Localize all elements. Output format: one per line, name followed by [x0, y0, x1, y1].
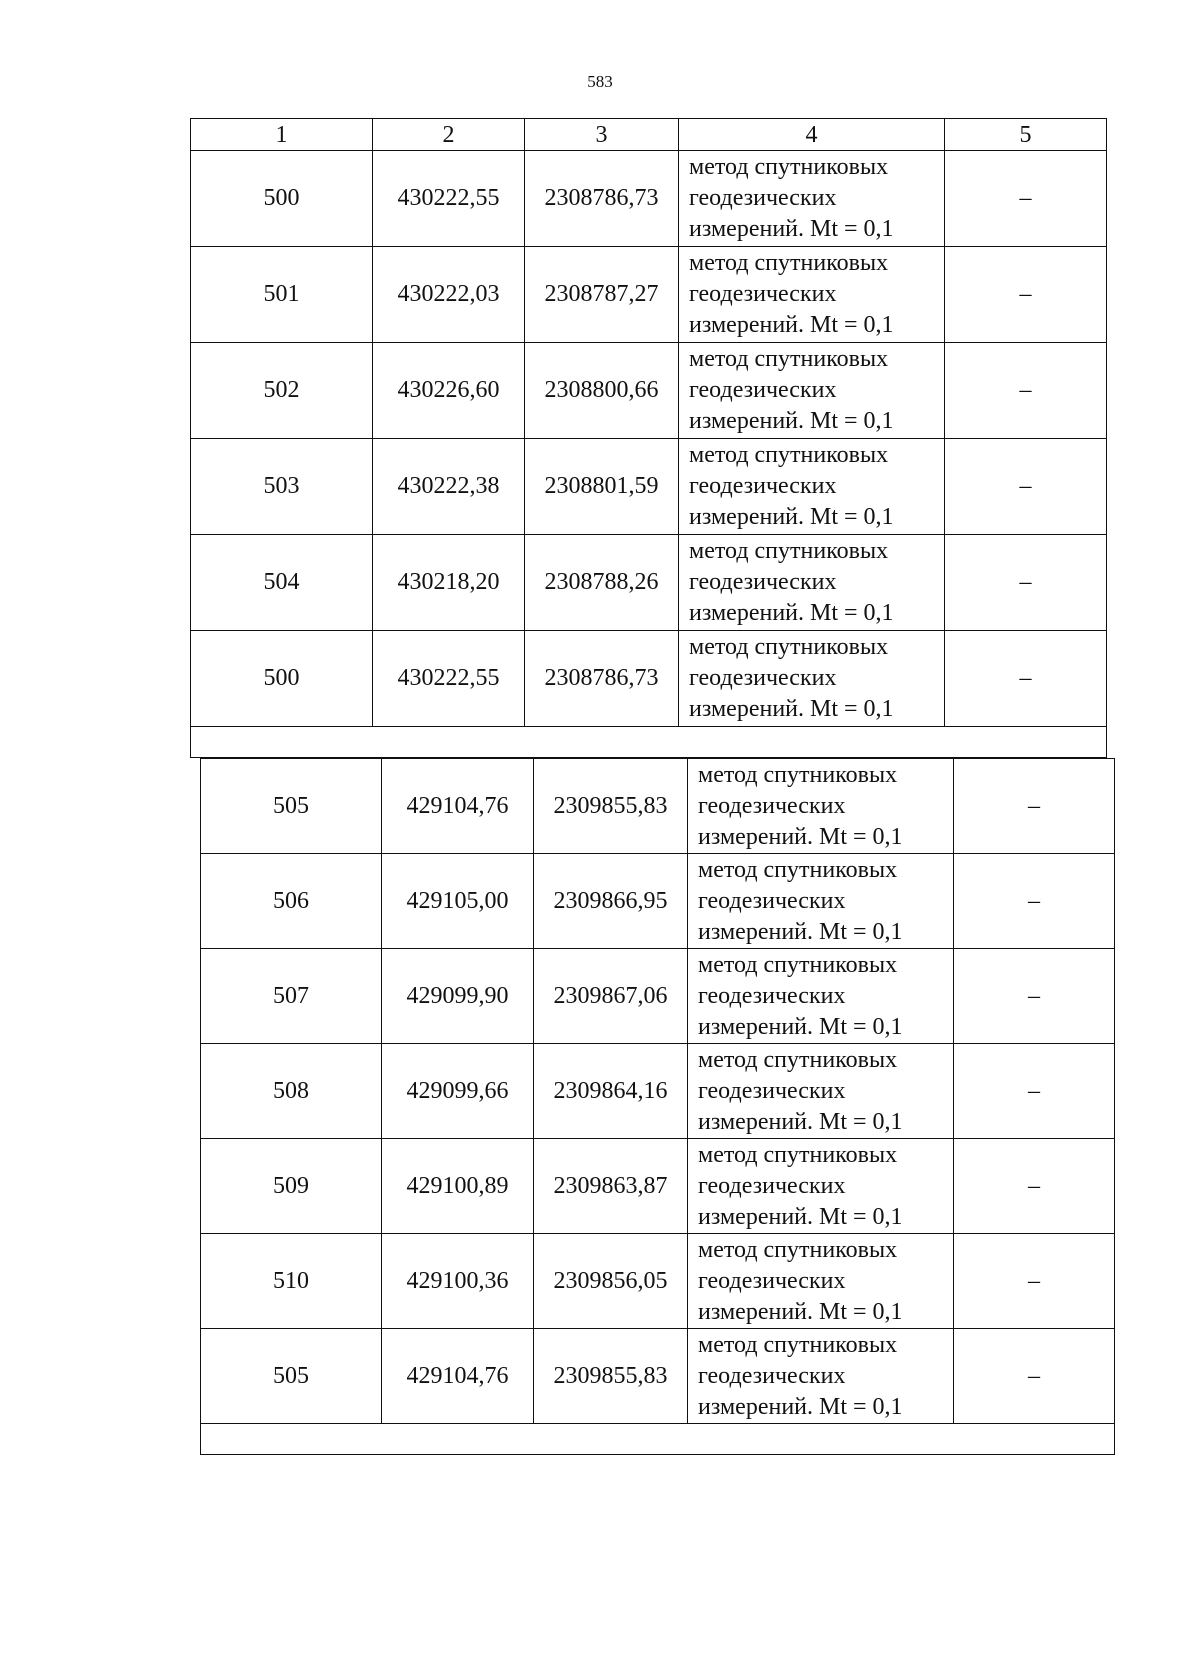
method-text-line: геодезических — [689, 281, 837, 307]
method-text-line: геодезических — [689, 185, 837, 211]
method-text-line: геодезических — [698, 1172, 846, 1199]
x-coordinate-cell: 429104,76 — [382, 1329, 534, 1424]
table-row — [191, 247, 1107, 343]
page-number: 583 — [587, 72, 613, 91]
y-coordinate-cell: 2308787,27 — [525, 247, 679, 343]
header-cell: 4 — [679, 119, 945, 151]
method-text-line: геодезических — [698, 887, 846, 914]
point-number-cell: 510 — [201, 1234, 382, 1329]
point-number-cell: 505 — [201, 759, 382, 854]
method-text-line: геодезических — [689, 473, 837, 499]
method-text-line: измерений. Mt = 0,1 — [698, 823, 903, 850]
method-cell — [688, 1329, 954, 1424]
point-number-cell: 505 — [201, 1329, 382, 1424]
point-number-cell: 500 — [191, 151, 373, 247]
method-text-line: измерений. Mt = 0,1 — [698, 1203, 903, 1230]
method-text-line: метод спутниковых — [689, 250, 889, 276]
accuracy-note-cell: – — [954, 1234, 1115, 1329]
method-text-line: измерений. Mt = 0,1 — [689, 504, 894, 530]
x-coordinate-cell: 430222,03 — [373, 247, 525, 343]
x-coordinate-cell: 430218,20 — [373, 535, 525, 631]
x-coordinate-cell: 430222,38 — [373, 439, 525, 535]
method-cell — [688, 759, 954, 854]
point-number-cell: 506 — [201, 854, 382, 949]
x-coordinate-cell: 429099,90 — [382, 949, 534, 1044]
method-text-line: измерений. Mt = 0,1 — [689, 312, 894, 338]
table-row — [191, 631, 1107, 727]
method-text-line: геодезических — [689, 569, 837, 595]
separator-row — [191, 727, 1107, 758]
x-coordinate-cell: 430222,55 — [373, 631, 525, 727]
method-cell — [679, 439, 945, 535]
method-text-line: метод спутниковых — [698, 1331, 898, 1358]
method-text-line: измерений. Mt = 0,1 — [689, 696, 894, 722]
method-cell — [688, 854, 954, 949]
y-coordinate-cell: 2308800,66 — [525, 343, 679, 439]
method-text-line: геодезических — [698, 1077, 846, 1104]
table-row — [191, 535, 1107, 631]
table-header-row — [191, 119, 1107, 151]
method-cell — [688, 949, 954, 1044]
accuracy-note-cell: – — [954, 759, 1115, 854]
x-coordinate-cell: 429104,76 — [382, 759, 534, 854]
point-number-cell: 502 — [191, 343, 373, 439]
accuracy-note-cell: – — [945, 247, 1107, 343]
method-cell — [688, 1234, 954, 1329]
coordinates-table-part-1 — [190, 118, 1107, 758]
accuracy-note-cell: – — [954, 949, 1115, 1044]
y-coordinate-cell: 2308786,73 — [525, 151, 679, 247]
table-row — [201, 1044, 1115, 1139]
method-text-line: метод спутниковых — [689, 154, 889, 180]
header-cell: 5 — [945, 119, 1107, 151]
accuracy-note-cell: – — [945, 151, 1107, 247]
method-text-line: измерений. Mt = 0,1 — [698, 1298, 903, 1325]
y-coordinate-cell: 2309863,87 — [534, 1139, 688, 1234]
accuracy-note-cell: – — [945, 343, 1107, 439]
x-coordinate-cell: 429100,89 — [382, 1139, 534, 1234]
y-coordinate-cell: 2309864,16 — [534, 1044, 688, 1139]
table-row — [201, 1329, 1115, 1424]
y-coordinate-cell: 2309855,83 — [534, 1329, 688, 1424]
method-cell — [688, 1044, 954, 1139]
accuracy-note-cell: – — [954, 1329, 1115, 1424]
method-text-line: геодезических — [698, 982, 846, 1009]
accuracy-note-cell: – — [945, 439, 1107, 535]
table-row — [201, 949, 1115, 1044]
method-text-line: измерений. Mt = 0,1 — [698, 918, 903, 945]
header-cell: 2 — [373, 119, 525, 151]
method-text-line: метод спутниковых — [698, 761, 898, 788]
y-coordinate-cell: 2308801,59 — [525, 439, 679, 535]
method-text-line: метод спутниковых — [698, 1046, 898, 1073]
y-coordinate-cell: 2309855,83 — [534, 759, 688, 854]
method-text-line: геодезических — [689, 665, 837, 691]
separator-row — [201, 1424, 1115, 1455]
x-coordinate-cell: 429100,36 — [382, 1234, 534, 1329]
point-number-cell: 504 — [191, 535, 373, 631]
table-row — [191, 439, 1107, 535]
separator-cell — [201, 1424, 1115, 1455]
method-text-line: измерений. Mt = 0,1 — [689, 408, 894, 434]
method-cell — [679, 631, 945, 727]
point-number-cell: 501 — [191, 247, 373, 343]
x-coordinate-cell: 430226,60 — [373, 343, 525, 439]
accuracy-note-cell: – — [945, 535, 1107, 631]
point-number-cell: 503 — [191, 439, 373, 535]
header-cell: 1 — [191, 119, 373, 151]
method-text-line: измерений. Mt = 0,1 — [698, 1108, 903, 1135]
method-text-line: метод спутниковых — [689, 634, 889, 660]
method-text-line: метод спутниковых — [698, 1141, 898, 1168]
header-cell: 3 — [525, 119, 679, 151]
method-text-line: геодезических — [689, 377, 837, 403]
method-text-line: метод спутниковых — [689, 346, 889, 372]
separator-cell — [191, 727, 1107, 758]
method-text-line: метод спутниковых — [698, 951, 898, 978]
y-coordinate-cell: 2309866,95 — [534, 854, 688, 949]
x-coordinate-cell: 429105,00 — [382, 854, 534, 949]
method-text-line: метод спутниковых — [698, 856, 898, 883]
table-row — [201, 1234, 1115, 1329]
method-text-line: измерений. Mt = 0,1 — [698, 1393, 903, 1420]
method-text-line: геодезических — [698, 1362, 846, 1389]
method-cell — [679, 247, 945, 343]
coordinates-table-part-2 — [200, 758, 1115, 1455]
point-number-cell: 500 — [191, 631, 373, 727]
table-row — [201, 1139, 1115, 1234]
method-text-line: измерений. Mt = 0,1 — [689, 216, 894, 242]
method-text-line: метод спутниковых — [698, 1236, 898, 1263]
method-text-line: метод спутниковых — [689, 442, 889, 468]
method-cell — [688, 1139, 954, 1234]
accuracy-note-cell: – — [954, 1139, 1115, 1234]
method-text-line: измерений. Mt = 0,1 — [689, 600, 894, 626]
point-number-cell: 509 — [201, 1139, 382, 1234]
y-coordinate-cell: 2308786,73 — [525, 631, 679, 727]
accuracy-note-cell: – — [954, 854, 1115, 949]
method-cell — [679, 343, 945, 439]
accuracy-note-cell: – — [954, 1044, 1115, 1139]
method-text-line: геодезических — [698, 792, 846, 819]
method-text-line: метод спутниковых — [689, 538, 889, 564]
method-text-line: измерений. Mt = 0,1 — [698, 1013, 903, 1040]
method-cell — [679, 151, 945, 247]
point-number-cell: 507 — [201, 949, 382, 1044]
table-row — [201, 854, 1115, 949]
x-coordinate-cell: 429099,66 — [382, 1044, 534, 1139]
table-row — [191, 151, 1107, 247]
accuracy-note-cell: – — [945, 631, 1107, 727]
x-coordinate-cell: 430222,55 — [373, 151, 525, 247]
point-number-cell: 508 — [201, 1044, 382, 1139]
y-coordinate-cell: 2309856,05 — [534, 1234, 688, 1329]
y-coordinate-cell: 2309867,06 — [534, 949, 688, 1044]
y-coordinate-cell: 2308788,26 — [525, 535, 679, 631]
method-text-line: геодезических — [698, 1267, 846, 1294]
table-row — [191, 343, 1107, 439]
table-row — [201, 759, 1115, 854]
method-cell — [679, 535, 945, 631]
